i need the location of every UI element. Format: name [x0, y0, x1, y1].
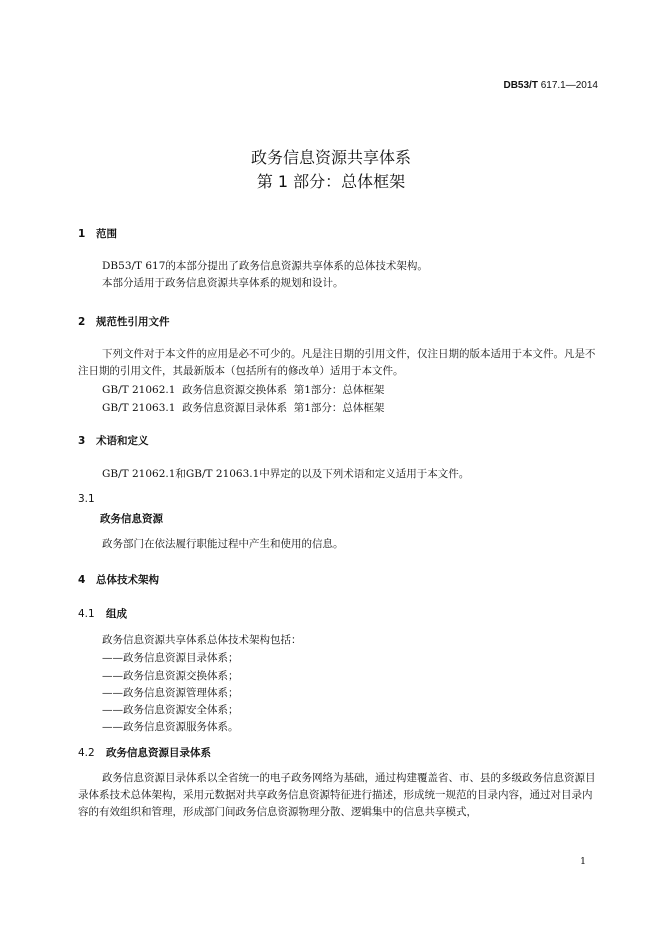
section-number: 4 [78, 574, 86, 586]
term-title: 政务信息资源 [100, 513, 163, 525]
section-number: 1 [78, 228, 86, 240]
term-definition: 政务部门在依法履行职能过程中产生和使用的信息。 [102, 538, 344, 550]
list-item: ——政务信息资源交换体系； [102, 670, 239, 682]
section-4-2-heading [78, 745, 211, 760]
subsection-title: 组成 [106, 608, 127, 620]
list-item: ——政务信息资源安全体系； [102, 704, 239, 716]
s41-intro: 政务信息资源共享体系总体技术架构包括： [102, 634, 302, 646]
s42-paragraph: 政务信息资源目录体系以全省统一的电子政务网络为基础，通过构建覆盖省、市、县的多级政务信息资源目录体系技术总体架构，采用元数据对共享政务信息资源特征进行描述，形成统一规范的目录内容，通过对目录内容的有效组织和管理，形成部门间政务信息资源物理分散、逻辑集中的信息共享模式， [78, 772, 596, 818]
list-item: ——政务信息资源服务体系。 [102, 721, 239, 733]
section-1-heading [78, 226, 117, 241]
section-title: 总体技术架构 [96, 574, 159, 586]
list-item: ——政务信息资源管理体系； [102, 687, 239, 699]
s3-paragraph-1: GB/T 21062.1和GB/T 21063.1中界定的以及下列术语和定义适用于本文件。 [102, 468, 470, 480]
page-number: 1 [579, 856, 586, 867]
reference-2: GB/T 21063.1 政务信息资源目录体系 第1部分：总体框架 [102, 402, 385, 414]
section-3-heading [78, 433, 149, 448]
term-number: 3.1 [78, 493, 95, 505]
section-title: 规范性引用文件 [96, 316, 170, 328]
section-4-1-heading [78, 606, 127, 621]
section-number: 2 [78, 316, 86, 328]
section-title: 术语和定义 [96, 435, 149, 447]
section-4-heading [78, 572, 159, 587]
section-2-heading [78, 314, 170, 329]
s2-paragraph-1: 下列文件对于本文件的应用是必不可少的。凡是注日期的引用文件，仅注日期的版本适用于本文件。凡是不注日期的引用文件，其最新版本（包括所有的修改单）适用于本文件。 [78, 348, 596, 377]
reference-1: GB/T 21062.1 政务信息资源交换体系 第1部分：总体框架 [102, 384, 385, 396]
doc-subtitle: 第 1 部分：总体框架 [256, 172, 406, 191]
s1-paragraph-2: 本部分适用于政务信息资源共享体系的规划和设计。 [102, 277, 344, 289]
standard-code-prefix: DB53/T [503, 80, 538, 91]
section-number: 3 [78, 435, 86, 447]
list-item: ——政务信息资源目录体系； [102, 652, 239, 664]
subsection-number: 4.1 [78, 608, 95, 620]
standard-code [503, 80, 598, 91]
subsection-title: 政务信息资源目录体系 [106, 747, 211, 759]
doc-title: 政务信息资源共享体系 [250, 148, 411, 167]
s1-paragraph-1: DB53/T 617的本部分提出了政务信息资源共享体系的总体技术架构。 [102, 260, 428, 272]
subsection-number: 4.2 [78, 747, 95, 759]
standard-code-number: 617.1—2014 [540, 80, 598, 91]
section-title: 范围 [96, 228, 117, 240]
